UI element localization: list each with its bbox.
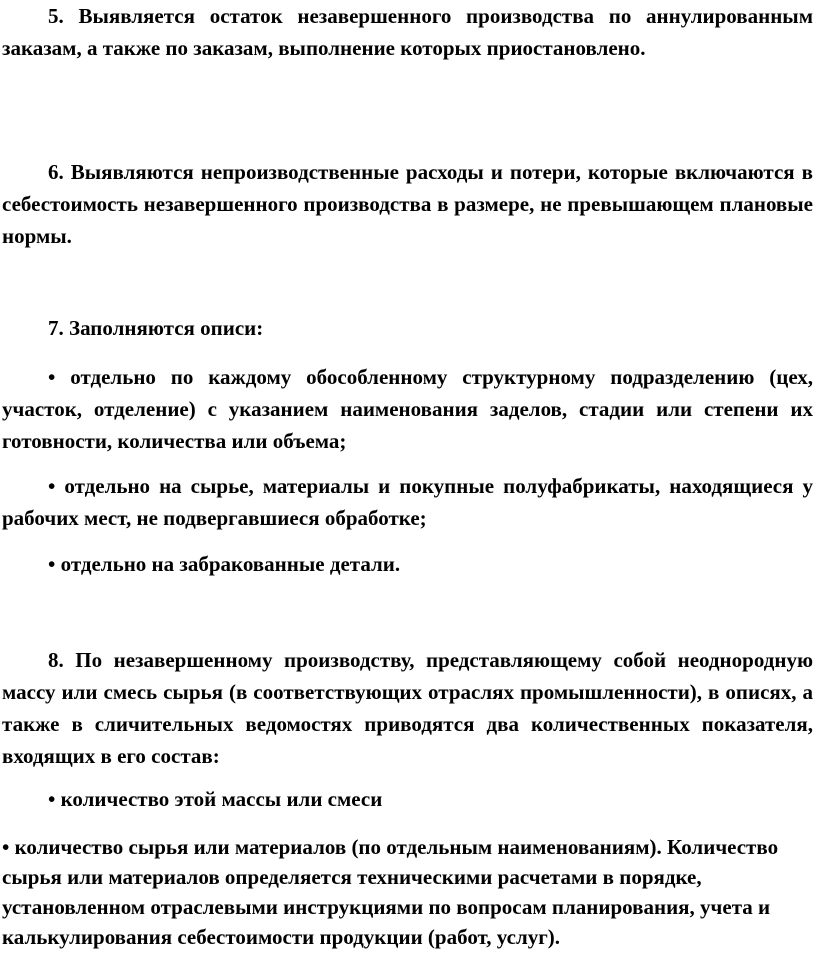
- paragraph-item-8: 8. По незавершенному производству, представляющему собой неоднородную массу или смесь сырья (в соответствующих отраслях промышленности), в описях, а также в сличительных ведомостях приводятся два количественных показателя, входящих в его состав:: [2, 648, 813, 768]
- bullet-item-7-1: • отдельно по каждому обособленному структурному подразделению (цех, участок, отделение) с указанием наименования заделов, стадии или степени их готовности, количества или объема;: [2, 365, 813, 453]
- bullet-item-8-2: • количество сырья или материалов (по отдельным наименованиям). Количество сырья или материалов определяется техническими расчетами в порядке, установленном отраслевыми инструкциями по вопросам планирования, учета и калькулирования себестоимости продукции (работ, услуг).: [2, 835, 779, 949]
- paragraph-item-6: 6. Выявляются непроизводственные расходы и потери, которые включаются в себестоимость незавершенного производства в размере, не превышающем плановые нормы.: [2, 160, 813, 248]
- bullet-item-8-1: • количество этой массы или смеси: [48, 787, 383, 811]
- bullet-item-7-2: • отдельно на сырье, материалы и покупные полуфабрикаты, находящиеся у рабочих мест, не подвергавшиеся обработке;: [2, 474, 813, 530]
- paragraph-item-7: 7. Заполняются описи:: [48, 316, 264, 340]
- paragraph-item-5: 5. Выявляется остаток незавершенного производства по аннулированным заказам, а также по заказам, выполнение которых приостановлено.: [2, 4, 813, 60]
- bullet-item-7-3: • отдельно на забракованные детали.: [48, 552, 401, 576]
